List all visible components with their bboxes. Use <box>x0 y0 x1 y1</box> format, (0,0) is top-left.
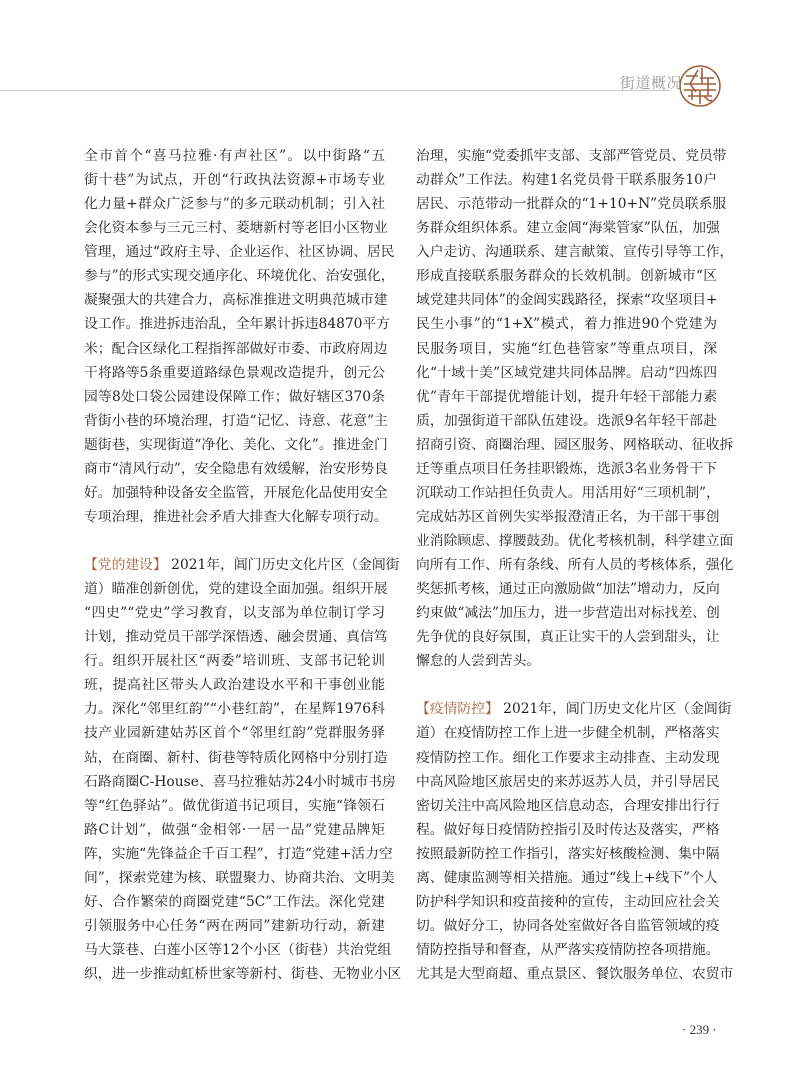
text-line: 街十巷”为试点，开创“行政执法资源+市场专业 <box>84 172 385 189</box>
text-line: 背街小巷的环境治理，打造“记忆、诗意、花意”主 <box>84 412 388 429</box>
text-column-right <box>416 144 734 1010</box>
text-line: 懈怠的人尝到苦头。 <box>416 653 541 670</box>
text-line: 密切关注中高风险地区信息动态，合理安排出行行 <box>416 797 720 814</box>
text-line: 参与”的形式实现交通序化、环境优化、治安强化， <box>84 268 395 285</box>
text-line: 约束做“减法”加压力，进一步营造出对标找差、创 <box>416 605 720 622</box>
text-line: 完成姑苏区首例失实举报澄清正名，为干部干事创 <box>416 508 720 525</box>
text-line: 石路商圈C-House、喜马拉雅姑苏24小时城市书房 <box>84 773 396 790</box>
text-line: 居民、示范带动一批群众的“1+10+N”党员联系服 <box>416 196 727 213</box>
text-line: 切。做好分工，协同各处室做好各自监管领域的疫 <box>416 917 720 934</box>
text-line: 技产业园新建姑苏区首个“邻里红韵”党群服务驿 <box>84 725 385 742</box>
circular-calligraphy-seal-icon <box>678 64 722 108</box>
text-line: 好、合作繁荣的商圈党建“5C”工作法。深化党建 <box>84 893 385 910</box>
text-line: 商市“清风行动”，安全隐患有效缓解，治安形势良 <box>84 460 388 477</box>
text-line: 化力量+群众广泛参与”的多元联动机制；引入社 <box>84 196 385 213</box>
text-line: 化“十域十美”区域党建共同体品牌。启动“四炼四 <box>416 364 717 381</box>
text-line: 好。加强特种设备安全监管，开展危化品使用安全 <box>84 484 388 501</box>
text-line: 形成直接联系服务群众的长效机制。创新城市“区 <box>416 268 717 285</box>
text-line: 阵，实施“先锋益企千百工程”，打造“党建+活力空 <box>84 845 393 862</box>
text-line: 专项治理，推进社会矛盾大排查大化解专项行动。 <box>84 508 388 525</box>
text-line: 干将路等5条重要道路绿色景观改造提升，创元公 <box>84 364 385 381</box>
section-title: 街道概况 <box>620 74 683 92</box>
section-heading: 【疫情防控】 <box>416 701 499 718</box>
section-heading: 【党的建设】 <box>84 557 167 573</box>
text-line: 米；配合区绿化工程指挥部做好市委、市政府周边 <box>84 340 388 357</box>
text-line: 引领服务中心任务“两在两同”建新功行动，新建 <box>84 917 385 934</box>
text-line: “四史”“党史”学习教育，以支部为单位制订学习 <box>84 605 385 622</box>
text-line: 程。做好每日疫情防控指引及时传达及落实，严格 <box>416 821 720 838</box>
text-line: 按照最新防控工作指引，落实好核酸检测、集中隔 <box>416 845 720 862</box>
page-number: · 239 · <box>682 1022 717 1037</box>
text-line: 路C计划”，做强“金相邻·一居一品”党建品牌矩 <box>84 821 385 838</box>
text-line: 凝聚强大的共建合力，高标准推进文明典范城市建 <box>84 292 388 309</box>
paragraph <box>84 144 395 529</box>
text-line <box>416 697 732 721</box>
text-line: 设工作。推进拆违治乱，全年累计拆违84870平方 <box>84 316 391 333</box>
text-line: 计划，推动党员干部学深悟透、融会贯通、真信笃 <box>84 629 388 646</box>
text-line <box>84 553 400 577</box>
text-line: 动群众”工作法。构建1名党员骨干联系服务10户 <box>416 172 717 189</box>
text-line: 入户走访、沟通联系、建言献策、宣传引导等工作， <box>416 244 734 261</box>
text-line: 招商引资、商圈治理、园区服务、网格联动、征收拆 <box>416 436 734 453</box>
text-line: 离、健康监测等相关措施。通过“线上+线下”个人 <box>416 869 718 886</box>
text-line: 治理，实施“党委抓牢支部、支部严管党员、党员带 <box>416 148 727 164</box>
text-line: 迁等重点项目任务挂职锻炼，选派3名业务骨干下 <box>416 460 717 477</box>
text-line: 质，加强街道干部队伍建设。选派9名年轻干部赴 <box>416 412 717 429</box>
paragraph <box>416 144 734 673</box>
text-line: 中高风险地区旅居史的来苏返苏人员，并引导居民 <box>416 773 720 790</box>
text-line: 奖惩抓考核，通过正向激励做“加法”增动力，反向 <box>416 581 720 598</box>
text-line: 间”，探索党建为核、联盟聚力、协商共治、文明美 <box>84 869 395 886</box>
text-line: 向所有工作、所有条线、所有人员的考核体系，强化 <box>416 557 734 574</box>
text-line-content: 2021年，阊门历史文化片区（金阊街 <box>171 557 400 573</box>
text-line: 马大箓巷、白莲小区等12个小区（街巷）共治党组 <box>84 942 392 958</box>
paragraph <box>84 553 402 986</box>
text-line: 民生小事”的“1+X”模式，着力推进90个党建为 <box>416 316 717 333</box>
text-line: 优”青年干部提优增能计划，提升年轻干部能力素 <box>416 388 717 405</box>
text-line: 道）瞄准创新创优，党的建设全面加强。组织开展 <box>84 581 388 598</box>
text-line: 疫情防控工作。细化工作要求主动排查、主动发现 <box>416 749 720 766</box>
text-line: 务群众组织体系。建立金阊“海棠管家”队伍，加强 <box>416 220 720 237</box>
text-line: 域党建共同体”的金阊实践路径，探索“攻坚项目+ <box>416 292 718 309</box>
text-line-content: 2021年，阊门历史文化片区（金阊街 <box>503 701 732 718</box>
text-line: 织，进一步推动虹桥世家等新村、街巷、无物业小区 <box>84 966 402 983</box>
text-line: 会化资本参与三元三村、菱塘新村等老旧小区物业 <box>84 220 388 237</box>
text-line: 沉联动工作站担任负责人。用活用好“三项机制”， <box>416 484 720 501</box>
text-line: 情防控指导和督查，从严落实疫情防控各项措施。 <box>416 942 720 958</box>
text-line: 班，提高社区带头人政治建设水平和干事创业能 <box>84 677 385 694</box>
text-line: 站，在商圈、新村、街巷等特质化网格中分别打造 <box>84 749 388 766</box>
text-line: 园等8处口袋公园建设保障工作；做好辖区370条 <box>84 388 385 405</box>
header-rule <box>0 90 670 91</box>
text-line: 行。组织开展社区“两委”培训班、支部书记轮训 <box>84 653 385 670</box>
text-line: 管理，通过“政府主导、企业运作、社区协调、居民 <box>84 244 395 261</box>
paragraph <box>416 697 734 986</box>
text-line: 力。深化“邻里红韵”“小巷红韵”，在星辉1976科 <box>84 701 385 718</box>
text-line: 民服务项目，实施“红色巷管家”等重点项目，深 <box>416 340 717 357</box>
text-line: 全市首个“喜马拉雅·有声社区”。以中街路“五 <box>84 148 385 164</box>
text-line: 尤其是大型商超、重点景区、餐饮服务单位、农贸市 <box>416 966 734 983</box>
text-column-left <box>84 144 402 1010</box>
text-line: 先争优的良好氛围，真正让实干的人尝到甜头，让 <box>416 629 720 646</box>
text-line: 业消除顾虑、撑腰鼓劲。优化考核机制，科学建立面 <box>416 533 734 549</box>
text-line: 道）在疫情防控工作上进一步健全机制，严格落实 <box>416 725 720 742</box>
text-line: 等“红色驿站”。做优街道书记项目，实施“锋领石 <box>84 797 385 814</box>
text-line: 题街巷，实现街道“净化、美化、文化”。推进金门 <box>84 436 388 453</box>
text-line: 防护科学知识和疫苗接种的宣传，主动回应社会关 <box>416 893 720 910</box>
